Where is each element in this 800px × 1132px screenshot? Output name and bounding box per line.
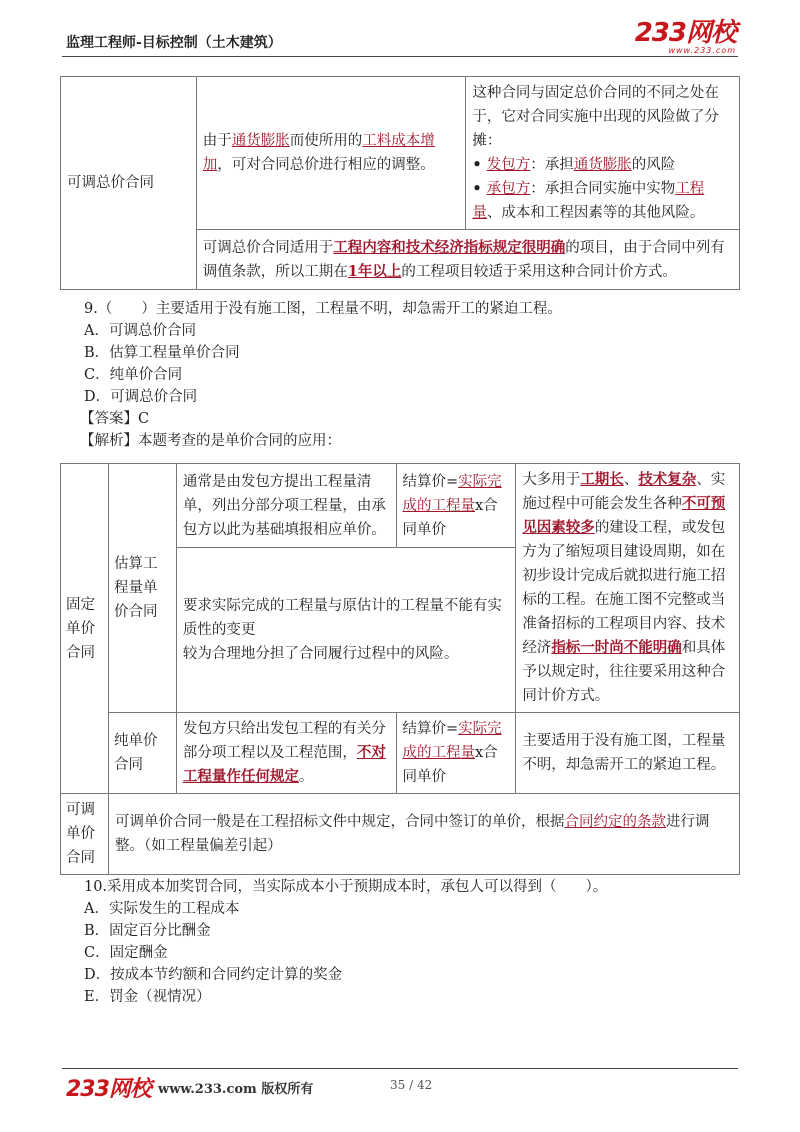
footer-logo[interactable]: 233网校 <box>66 1077 151 1102</box>
pure-applicability: 主要适用于没有施工图，工程量不明，却急需开工的紧迫工程。 <box>516 713 740 794</box>
estimated-settlement: 结算价=实际完成的工程量x合同单价 <box>396 464 516 548</box>
risk-bullet-owner: • 发包方：承担通货膨胀的风险 <box>472 153 733 177</box>
brand-logo[interactable] <box>635 20 736 55</box>
logo-url: www.233.com <box>668 46 736 55</box>
adjustable-unit-price-description: 可调单价合同一般是在工程招标文件中规定，合同中签订的单价，根据合同约定的条款进行调整。（如工程量偏差引起） <box>108 794 739 875</box>
table1-row-label: 可调总价合同 <box>61 77 197 290</box>
option-d: D．可调总价合同 <box>84 389 198 405</box>
table1-applicability-cell: 可调总价合同适用于工程内容和技术经济指标规定很明确的项目，由于合同中列有调值条款，所以工期在1年以上的工程项目较适于采用这种合同计价方式。 <box>196 230 739 290</box>
option-d: D．按成本节约额和合同约定计算的奖金 <box>84 967 343 983</box>
answer: 【答案】C <box>80 411 150 427</box>
option-a: A．实际发生的工程成本 <box>84 901 240 917</box>
option-a: A．可调总价合同 <box>84 323 196 339</box>
question-stem: 10.采用成本加奖罚合同，当实际成本小于预期成本时，承包人可以得到（ ）。 <box>84 879 608 895</box>
table1-risk-cell: 这种合同与固定总价合同的不同之处在于，它对合同实施中出现的风险做了分摊： • 发包方：承担通货膨胀的风险 • 承包方：承担合同实施中实物工程量、成本和工程因素等的其他风险。 <box>466 77 740 230</box>
pure-description: 发包方只给出发包工程的有关分部分项工程以及工程范围，不对工程量作任何规定。 <box>176 713 396 794</box>
pure-unit-price-label: 纯单价合同 <box>108 713 176 794</box>
adjustable-unit-price-label: 可调单价合同 <box>61 794 109 875</box>
option-b: B．固定百分比酬金 <box>84 923 211 939</box>
estimated-quantity-label: 估算工程量单价合同 <box>108 464 176 713</box>
adjustable-total-price-table <box>60 76 740 290</box>
option-c: C．固定酬金 <box>84 945 168 961</box>
logo-text: 233网校 <box>634 18 736 48</box>
header-divider <box>62 56 738 57</box>
fixed-unit-price-label: 固定单价合同 <box>61 464 109 794</box>
estimated-applicability: 大多用于工期长、技术复杂、实施过程中可能会发生各种不可预见因素较多的建设工程，或发包方为了缩短项目建设周期，如在初步设计完成后就拟进行施工招标的工程。在施工图不完整或当准备招标的工程项目内容、技术经济指标一时尚不能明确和具体予以规定时，往往要采用这种合同计价方式。 <box>516 464 740 713</box>
estimated-requirement: 要求实际完成的工程量与原估计的工程量不能有实质性的变更 较为合理地分担了合同履行过程中的风险。 <box>176 548 515 713</box>
question-10 <box>84 876 607 1008</box>
table1-definition-cell: 由于通货膨胀而使所用的工料成本增加，可对合同总价进行相应的调整。 <box>196 77 466 230</box>
page-number: 35 / 42 <box>390 1078 433 1092</box>
question-stem: 9.（ ）主要适用于没有施工图，工程量不明，却急需开工的紧迫工程。 <box>84 301 562 317</box>
risk-bullet-contractor: • 承包方：承担合同实施中实物工程量、成本和工程因素等的其他风险。 <box>472 177 733 225</box>
option-b: B．估算工程量单价合同 <box>84 345 240 361</box>
estimated-description: 通常是由发包方提出工程量清单，列出分部分项工程量，由承包方以此为基础填报相应单价。 <box>176 464 396 548</box>
option-e: E．罚金（视情况） <box>84 989 211 1005</box>
page-header-title: 监理工程师-目标控制（土木建筑） <box>66 35 282 51</box>
question-9 <box>80 298 562 452</box>
footer-divider <box>62 1068 738 1069</box>
footer-copyright: www.233.com 版权所有 <box>158 1082 314 1097</box>
analysis: 【解析】本题考查的是单价合同的应用： <box>80 433 341 449</box>
option-c: C．纯单价合同 <box>84 367 183 383</box>
unit-price-contract-table <box>60 463 740 875</box>
pure-settlement: 结算价=实际完成的工程量x合同单价 <box>396 713 516 794</box>
